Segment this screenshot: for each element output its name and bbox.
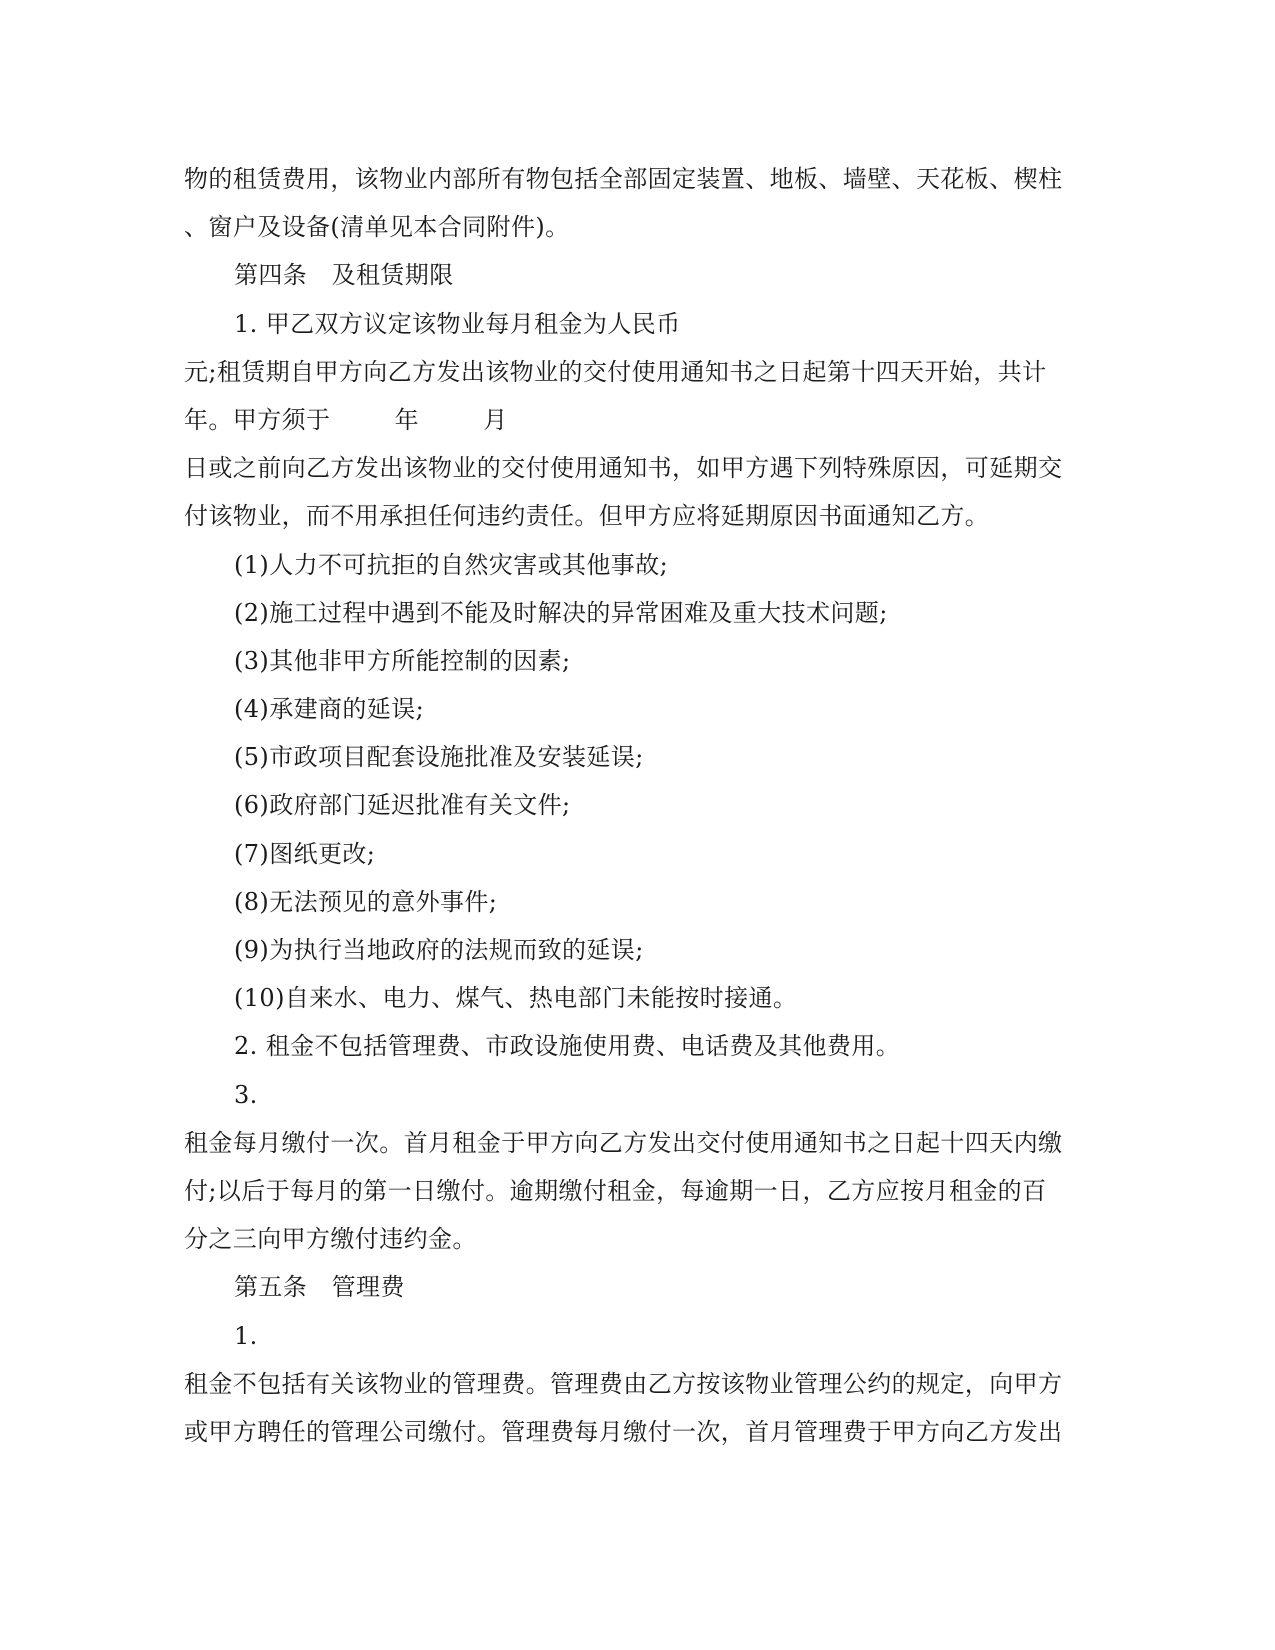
list-item: (5)市政项目配套设施批准及安装延误; [234, 743, 644, 772]
clause-item: 2. 租金不包括管理费、市政设施使用费、电话费及其他费用。 [234, 1032, 901, 1061]
list-item: (1)人力不可抗拒的自然灾害或其他事故; [234, 550, 669, 579]
document-body [184, 155, 1084, 1456]
list-item: (2)施工过程中遇到不能及时解决的异常困难及重大技术问题; [234, 598, 888, 627]
text-line: 物的租赁费用，该物业内部所有物包括全部固定装置、地板、墙壁、天花板、楔柱 [184, 165, 1063, 193]
list-item: (4)承建商的延误; [234, 695, 425, 724]
text-line: 分之三向甲方缴付违约金。 [184, 1225, 477, 1254]
clause-item: 1. [234, 1321, 258, 1350]
text-line: 付该物业，而不用承担任何违约责任。但甲方应将延期原因书面通知乙方。 [184, 502, 990, 531]
list-item: (6)政府部门延迟批准有关文件; [234, 791, 571, 820]
article-heading: 第四条 及租赁期限 [234, 261, 454, 290]
clause-item: 3. [234, 1080, 258, 1109]
text-line: 付;以后于每月的第一日缴付。逾期缴付租金，每逾期一日，乙方应按月租金的百 [184, 1176, 1047, 1205]
text-line: 年。甲方须于 年 月 [184, 405, 508, 434]
text-line: 日或之前向乙方发出该物业的交付使用通知书，如甲方遇下列特殊原因，可延期交 [184, 454, 1063, 483]
list-item: (7)图纸更改; [234, 839, 376, 868]
list-item: (9)为执行当地政府的法规而致的延误; [234, 936, 644, 964]
list-item: (10)自来水、电力、煤气、热电部门未能按时接通。 [234, 984, 798, 1013]
text-line: 租金不包括有关该物业的管理费。管理费由乙方按该物业管理公约的规定，向甲方 [184, 1369, 1063, 1398]
text-line: 或甲方聘任的管理公司缴付。管理费每月缴付一次，首月管理费于甲方向乙方发出 [184, 1417, 1063, 1446]
text-line: 元;租赁期自甲方向乙方发出该物业的交付使用通知书之日起第十四天开始，共计 [184, 357, 1047, 386]
text-line: 租金每月缴付一次。首月租金于甲方向乙方发出交付使用通知书之日起十四天内缴 [184, 1128, 1063, 1157]
list-item: (8)无法预见的意外事件; [234, 887, 498, 916]
list-item: (3)其他非甲方所能控制的因素; [234, 646, 571, 675]
clause-item: 1. 甲乙双方议定该物业每月租金为人民币 [234, 309, 681, 338]
text-line: 、窗户及设备(清单见本合同附件)。 [184, 213, 570, 242]
article-heading: 第五条 管理费 [234, 1273, 405, 1302]
